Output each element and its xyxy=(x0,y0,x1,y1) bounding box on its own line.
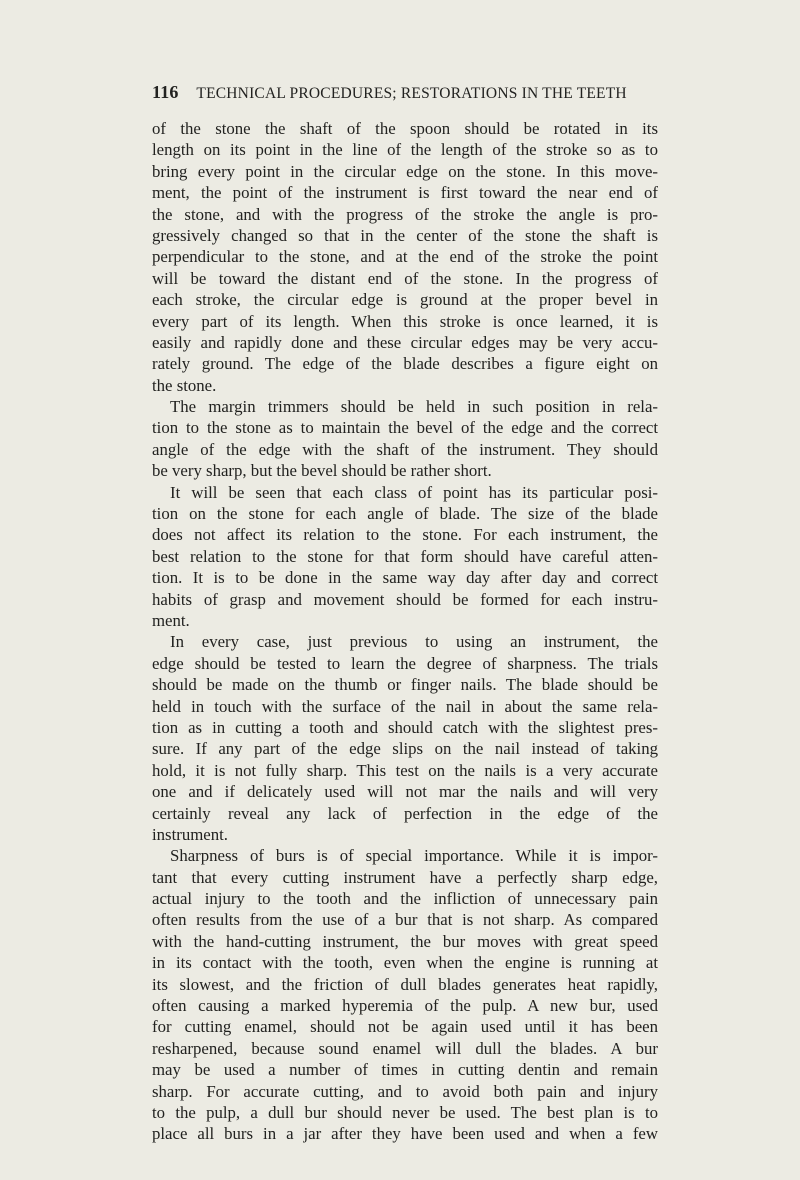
text-line: actual injury to the tooth and the infliction of unnecessary pain xyxy=(152,889,658,909)
text-line: the stone, and with the progress of the stroke the angle is pro- xyxy=(152,204,658,224)
text-line: resharpened, because sound enamel will dull the blades. A bur xyxy=(152,1038,658,1058)
paragraph xyxy=(152,845,658,1144)
text-line: easily and rapidly done and these circular edges may be very accu- xyxy=(152,332,658,352)
text-line: should be made on the thumb or finger nails. The blade should be xyxy=(152,675,658,695)
text-line: often results from the use of a bur that is not sharp. As compared xyxy=(152,910,658,930)
text-line: perpendicular to the stone, and at the end of the stroke the point xyxy=(152,247,658,267)
text-line: tion as in cutting a tooth and should catch with the slightest pres- xyxy=(152,717,658,737)
text-line: often causing a marked hyperemia of the pulp. A new bur, used xyxy=(152,996,658,1016)
text-line: in its contact with the tooth, even when the engine is running at xyxy=(152,953,658,973)
text-line: the stone. xyxy=(152,375,217,395)
text-line: instrument. xyxy=(152,824,228,844)
text-line: certainly reveal any lack of perfection in the edge of the xyxy=(152,803,658,823)
paragraph xyxy=(152,631,658,845)
text-line: with the hand-cutting instrument, the bur moves with great speed xyxy=(152,931,658,951)
text-line: its slowest, and the friction of dull blades generates heat rapidly, xyxy=(152,974,658,994)
page-number: 116 xyxy=(152,82,179,102)
text-line: does not affect its relation to the stone. For each instrument, the xyxy=(152,525,658,545)
text-line: of the stone the shaft of the spoon should be rotated in its xyxy=(152,119,658,138)
text-line: In every case, just previous to using an instrument, the xyxy=(170,632,658,652)
text-line: to the pulp, a dull bur should never be used. The best plan is to xyxy=(152,1102,658,1122)
paragraph xyxy=(152,482,658,632)
text-line: edge should be tested to learn the degree of sharpness. The trials xyxy=(152,653,658,673)
text-line: one and if delicately used will not mar the nails and will very xyxy=(152,782,658,802)
paragraph xyxy=(152,396,658,482)
text-line: hold, it is not fully sharp. This test on the nails is a very accurate xyxy=(152,760,658,780)
text-line: length on its point in the line of the length of the stroke so as to xyxy=(152,140,658,160)
text-line: sharp. For accurate cutting, and to avoid both pain and injury xyxy=(152,1081,658,1101)
text-line: each stroke, the circular edge is ground at the proper bevel in xyxy=(152,290,658,310)
text-line: tion on the stone for each angle of blade. The size of the blade xyxy=(152,504,658,524)
text-line: rately ground. The edge of the blade describes a figure eight on xyxy=(152,354,658,374)
running-header xyxy=(152,82,672,106)
text-line: every part of its length. When this stroke is once learned, it is xyxy=(152,311,658,331)
text-line: It will be seen that each class of point has its particular posi- xyxy=(170,482,658,502)
text-line: sure. If any part of the edge slips on the nail instead of taking xyxy=(152,739,658,759)
text-line: best relation to the stone for that form should have careful atten- xyxy=(152,546,658,566)
text-line: held in touch with the surface of the nail in about the same rela- xyxy=(152,696,658,716)
text-line: bring every point in the circular edge on the stone. In this move- xyxy=(152,161,658,181)
text-line: Sharpness of burs is of special importance. While it is impor- xyxy=(170,846,658,866)
text-line: may be used a number of times in cutting dentin and remain xyxy=(152,1060,658,1080)
text-line: place all burs in a jar after they have been used and when a few xyxy=(152,1124,658,1144)
paragraph xyxy=(152,118,658,396)
body-text xyxy=(152,118,658,1145)
running-head-title: TECHNICAL PROCEDURES; RESTORATIONS IN THE TEETH xyxy=(196,85,627,102)
text-line: angle of the edge with the shaft of the instrument. They should xyxy=(152,439,658,459)
text-line: for cutting enamel, should not be again used until it has been xyxy=(152,1017,658,1037)
text-line: will be toward the distant end of the stone. In the progress of xyxy=(152,268,658,288)
text-line: ment. xyxy=(152,610,190,630)
text-line: gressively changed so that in the center of the stone the shaft is xyxy=(152,225,658,245)
text-line: habits of grasp and movement should be formed for each instru- xyxy=(152,589,658,609)
text-line: tant that every cutting instrument have a perfectly sharp edge, xyxy=(152,867,658,887)
text-line: be very sharp, but the bevel should be rather short. xyxy=(152,461,492,481)
text-line: ment, the point of the instrument is first toward the near end of xyxy=(152,183,658,203)
text-line: The margin trimmers should be held in such position in rela- xyxy=(170,397,658,417)
text-line: tion. It is to be done in the same way day after day and correct xyxy=(152,568,658,588)
text-line: tion to the stone as to maintain the bevel of the edge and the correct xyxy=(152,418,658,438)
